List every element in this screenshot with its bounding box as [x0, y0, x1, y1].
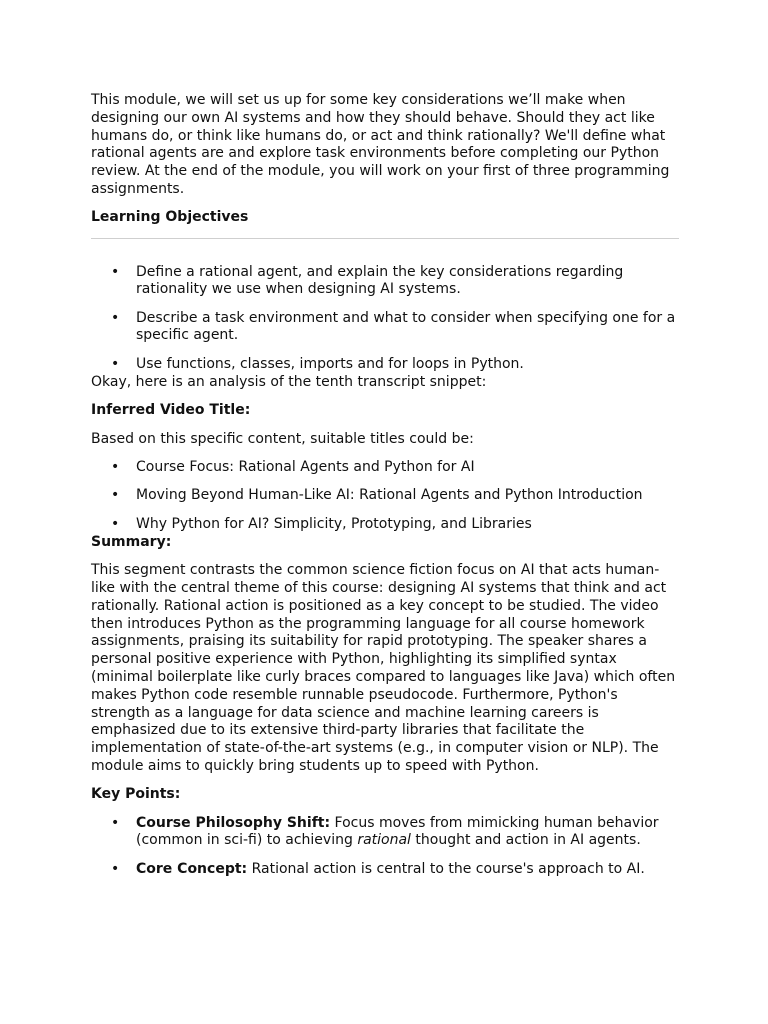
list-item [91, 356, 679, 374]
bullet-icon: • [111, 458, 120, 475]
analysis-intro: Okay, here is an analysis of the tenth transcript snippet: [91, 374, 487, 391]
learning-objectives-heading: Learning Objectives [91, 209, 249, 226]
key-point-text: Focus moves from mimicking human behavior (common in sci-fi) to achieving [136, 814, 659, 849]
titles-list [91, 459, 679, 533]
bullet-icon: • [111, 487, 120, 504]
summary-heading: Summary: [91, 533, 172, 550]
key-point-text: Rational action is central to the course's approach to AI. [247, 860, 645, 877]
key-point-text: thought and action in AI agents. [410, 832, 641, 849]
list-item [91, 861, 679, 879]
objective-text: Define a rational agent, and explain the key considerations regarding rationality we use when designing AI systems. [136, 263, 624, 298]
list-item [91, 516, 679, 534]
key-points-list [91, 815, 679, 879]
bullet-icon: • [111, 860, 120, 877]
title-option: Course Focus: Rational Agents and Python for AI [136, 458, 475, 475]
list-item [91, 487, 679, 505]
bullet-icon: • [111, 355, 120, 372]
objective-text: Describe a task environment and what to consider when specifying one for a specific agent. [136, 309, 676, 344]
intro-paragraph: This module, we will set us up for some key considerations we’ll make when designing our own AI systems and how they should behave. Should they act like humans do, or think like humans do, or act and think rationally? We'll define what rational agents are and explore task environments before completing our Python review. At the end of the module, you will work on your first of three programming assignments. [91, 92, 670, 197]
document-page [91, 92, 679, 889]
video-title-heading: Inferred Video Title: [91, 402, 251, 419]
section-divider [91, 238, 679, 239]
list-item [91, 310, 679, 346]
key-points-heading: Key Points: [91, 786, 181, 803]
objective-text: Use functions, classes, imports and for loops in Python. [136, 355, 524, 372]
list-item [91, 459, 679, 477]
list-item [91, 815, 679, 851]
titles-intro: Based on this specific content, suitable titles could be: [91, 430, 474, 447]
key-point-label: Course Philosophy Shift: [136, 814, 331, 831]
title-option: Moving Beyond Human-Like AI: Rational Agents and Python Introduction [136, 487, 643, 504]
objectives-list [91, 264, 679, 374]
title-option: Why Python for AI? Simplicity, Prototyping, and Libraries [136, 515, 532, 532]
list-item [91, 264, 679, 300]
key-point-emphasis: rational [357, 832, 411, 849]
bullet-icon: • [111, 515, 120, 532]
bullet-icon: • [111, 814, 120, 831]
bullet-icon: • [111, 309, 120, 326]
key-point-label: Core Concept: [136, 860, 248, 877]
summary-paragraph: This segment contrasts the common science fiction focus on AI that acts human-like with the central theme of this course: designing AI systems that think and act rationally. Rational action is positioned as a key concept to be studied. The video then introduces Python as the programming language for all course homework assignments, praising its suitability for rapid prototyping. The speaker shares a personal positive experience with Python, highlighting its simplified syntax (minimal boilerplate like curly braces compared to languages like Java) which often makes Python code resemble runnable pseudocode. Furthermore, Python's strength as a language for data science and machine learning careers is emphasized due to its extensive third-party libraries that facilitate the implementation of state-of-the-art systems (e.g., in computer vision or NLP). The module aims to quickly bring students up to speed with Python. [91, 562, 676, 774]
bullet-icon: • [111, 263, 120, 280]
